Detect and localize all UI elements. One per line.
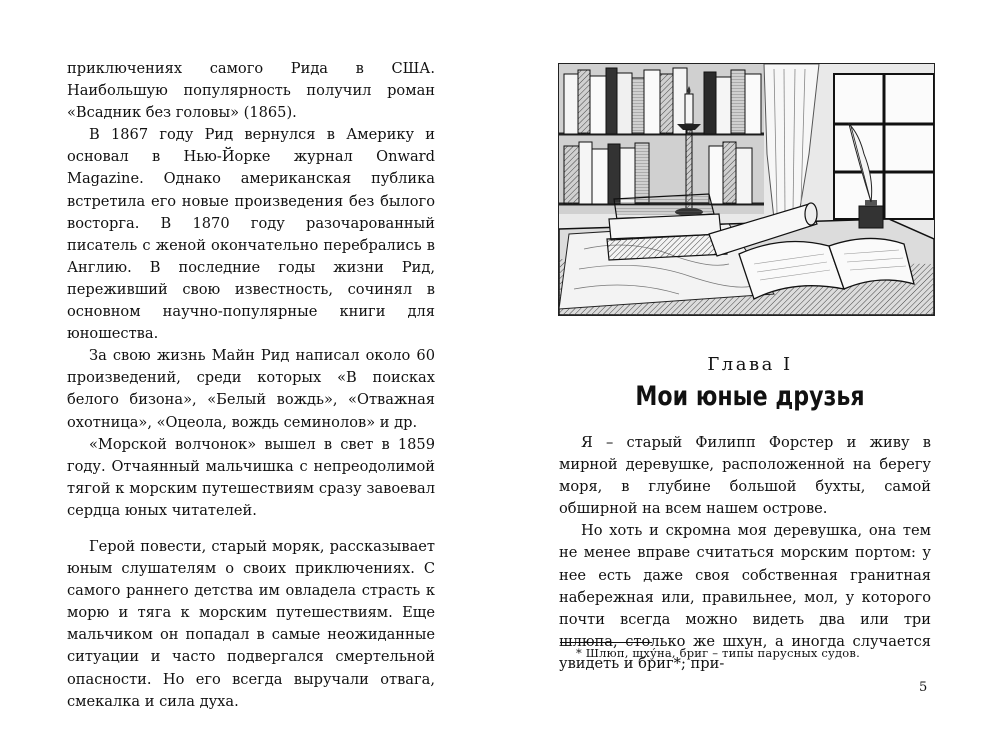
section-gap [67, 522, 435, 536]
paragraph-4: «Морской волчонок» вышел в свет в 1859 году. Отчаянный мальчишка с непреодолимой тягой к морским путешествиям сразу завоевал сердца юных читателей. [67, 435, 435, 519]
page-number: 5 [919, 680, 928, 695]
chapter-label: Глава I [707, 354, 793, 375]
chapter-title: Мои юные друзья [635, 381, 865, 412]
desk-engraving-image [559, 64, 934, 315]
paragraph-2: В 1867 году Рид вернулся в Америку и основал в Нью-Йорке журнал Onward Magazine. Однако американская публика встретила его новые произведения без былого восторга. В 1870 году разочарованный писатель с женой окончательно перебрались в Англию. В последние годы жизни Рид, переживший свою известность, сочинял в основном научно-популярные книги для юношества. [67, 126, 435, 343]
right-text-column [559, 432, 931, 675]
paragraph-2: Но хоть и скромна моя деревушка, она тем не менее вправе считаться морским портом: у нее есть даже своя собственная гранитная набережная или, правильнее, мол, у которого почти всегда можно видеть два или три шлюпа, столько же шхун, а иногда случается увидеть и бриг*; при- [559, 522, 931, 672]
footnote-divider [560, 642, 652, 643]
paragraph-3: За свою жизнь Майн Рид написал около 60 произведений, среди которых «В поисках белого бизона», «Белый вождь», «Отважная охотница», «Оцеола, вождь семинолов» и др. [67, 347, 435, 431]
paragraph-1: Я – старый Филипп Форстер и живу в мирной деревушке, расположенной на берегу моря, в глубине большой бухты, самой обширной на всем нашем острове. [559, 434, 931, 518]
left-text-column [67, 58, 435, 713]
paragraph-1: приключениях самого Рида в США. Наибольшую популярность получил роман «Всадник без головы» (1865). [67, 60, 435, 122]
right-page [500, 0, 1000, 750]
chapter-illustration [558, 63, 935, 316]
paragraph-5: Герой повести, старый моряк, рассказывает юным слушателям о своих приключениях. С самого раннего детства им овладела страсть к морю и тяга к морским путешествиям. Еще мальчиком он попадал в самые неожиданные ситуации и часто подвергался смертельной опасности. Но его всегда выручали отвага, смекалка и сила духа. [67, 537, 435, 710]
footnote: * Шлюп, шху́на, бриг – типы парусных судов. [576, 646, 860, 660]
